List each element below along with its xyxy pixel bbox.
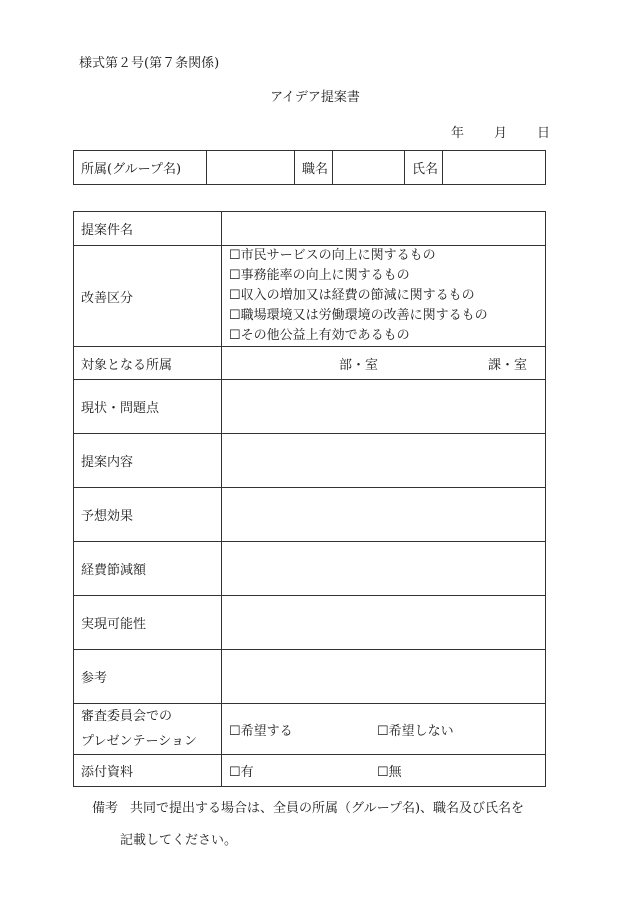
expected-effect-field[interactable] — [222, 488, 546, 542]
proposal-content-label: 提案内容 — [74, 434, 222, 488]
category-options — [222, 246, 546, 347]
current-issues-field[interactable] — [222, 380, 546, 434]
category-option[interactable]: ☐職場環境又は労働環境の改善に関するもの — [229, 308, 488, 323]
target-label: 対象となる所属 — [74, 347, 222, 380]
date-month: 月 — [493, 126, 507, 141]
document-title: アイデア提案書 — [270, 90, 360, 105]
proposal-title-label: 提案件名 — [74, 212, 222, 246]
date-year: 年 — [450, 126, 464, 141]
attachment-yes-checkbox[interactable]: ☐有 — [229, 765, 254, 780]
reference-label: 参考 — [74, 650, 222, 704]
attachment-no-checkbox[interactable]: ☐無 — [377, 765, 402, 780]
attachment-label: 添付資料 — [74, 755, 222, 787]
presentation-yes-checkbox[interactable]: ☐希望する — [229, 723, 293, 739]
date-day: 日 — [536, 126, 550, 141]
target-field[interactable] — [222, 347, 546, 380]
proposal-title-field[interactable] — [222, 212, 546, 246]
note-line1: 共同で提出する場合は、全員の所属（グループ名)、職名及び氏名を — [130, 801, 525, 816]
target-section-label: 課・室 — [487, 357, 527, 373]
affiliation-field[interactable] — [207, 151, 295, 185]
presentation-options — [222, 704, 546, 755]
proposal-content-field[interactable] — [222, 434, 546, 488]
cost-savings-field[interactable] — [222, 542, 546, 596]
presentation-label-line1: 審査委員会での — [81, 709, 173, 724]
category-label: 改善区分 — [74, 246, 222, 347]
note-label: 備考 — [92, 801, 119, 816]
form-number: 様式第２号(第７条関係) — [79, 56, 220, 71]
name-label: 氏名 — [405, 151, 443, 185]
expected-effect-label: 予想効果 — [74, 488, 222, 542]
cost-savings-label: 経費節減額 — [74, 542, 222, 596]
reference-field[interactable] — [222, 650, 546, 704]
presentation-label — [74, 704, 222, 755]
category-option[interactable]: ☐収入の増加又は経費の節減に関するもの — [229, 288, 475, 303]
position-field[interactable] — [333, 151, 405, 185]
category-option[interactable]: ☐市民サービスの向上に関するもの — [229, 248, 436, 263]
position-label: 職名 — [295, 151, 333, 185]
note — [92, 793, 562, 857]
category-option[interactable]: ☐事務能率の向上に関するもの — [229, 268, 410, 283]
feasibility-field[interactable] — [222, 596, 546, 650]
target-dept-label: 部・室 — [339, 357, 379, 373]
affiliation-label: 所属(グループ名) — [74, 151, 207, 185]
presentation-label-line2: プレゼンテーション — [81, 734, 197, 749]
presentation-no-checkbox[interactable]: ☐希望しない — [377, 723, 454, 739]
proposal-table — [73, 211, 546, 787]
current-issues-label: 現状・問題点 — [74, 380, 222, 434]
name-field[interactable] — [443, 151, 546, 185]
attachment-options — [222, 755, 546, 787]
note-line2: 記載してください。 — [120, 833, 238, 848]
applicant-table — [73, 150, 546, 185]
category-option[interactable]: ☐その他公益上有効であるもの — [229, 328, 410, 343]
date-line — [451, 122, 550, 141]
feasibility-label: 実現可能性 — [74, 596, 222, 650]
